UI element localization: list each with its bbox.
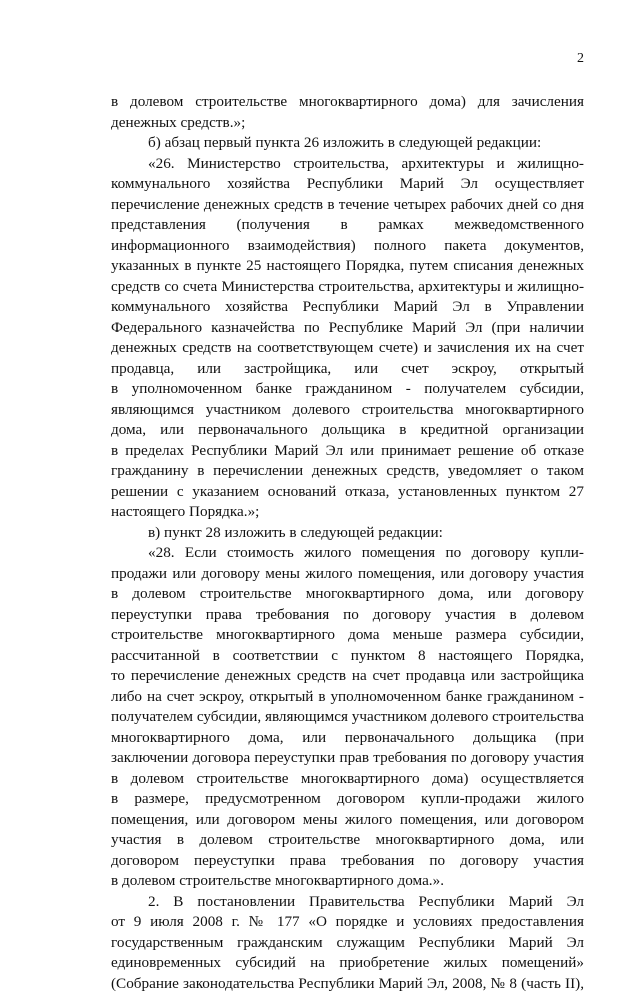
text-line: настоящего Порядка.»;: [111, 502, 584, 523]
text-line: в пределах Республики Марий Эл или принимает решение об отказе: [111, 441, 584, 462]
text-line: представления (получения в рамках межведомственного: [111, 215, 584, 236]
text-line: единовременных субсидий на приобретение жилых помещений»: [111, 953, 584, 974]
text-line: строительстве многоквартирного дома меньше размера субсидии,: [111, 625, 584, 646]
text-line: решении с указанием оснований отказа, установленных пунктом 27: [111, 482, 584, 503]
text-line: участия в долевом строительстве многоквартирного дома, или: [111, 830, 584, 851]
text-line: денежных средств.»;: [111, 113, 584, 134]
text-line: средств со счета Министерства строительства, архитектуры и жилищно-: [111, 277, 584, 298]
text-line: договором переуступки права требования по договору участия: [111, 851, 584, 872]
text-line: «26. Министерство строительства, архитектуры и жилищно-: [111, 154, 584, 175]
text-line: указанных в пункте 25 настоящего Порядка, путем списания денежных: [111, 256, 584, 277]
text-line: в размере, предусмотренном договором купли-продажи жилого: [111, 789, 584, 810]
text-line: дома, или первоначального дольщика в кредитной организации: [111, 420, 584, 441]
text-line: государственным гражданским служащим Республики Марий Эл: [111, 933, 584, 954]
text-line: многоквартирного дома, или первоначального дольщика (при: [111, 728, 584, 749]
text-line: в долевом строительстве многоквартирного дома) осуществляется: [111, 769, 584, 790]
text-line: коммунального хозяйства Республики Марий Эл в Управлении: [111, 297, 584, 318]
text-line: в долевом строительстве многоквартирного дома) для зачисления: [111, 92, 584, 113]
text-line: (Собрание законодательства Республики Марий Эл, 2008, № 8 (часть II),: [111, 974, 584, 994]
text-line: то перечисление денежных средств на счет продавца или застройщика: [111, 666, 584, 687]
text-line: либо на счет эскроу, открытый в уполномоченном банке гражданином -: [111, 687, 584, 708]
text-line: являющимся участником долевого строительства многоквартирного: [111, 400, 584, 421]
page-number: 2: [577, 51, 584, 67]
text-line: информационного взаимодействия) полного пакета документов,: [111, 236, 584, 257]
text-line: переуступки права требования по договору участия в долевом: [111, 605, 584, 626]
text-line: продажи или договору мены жилого помещения, или договору участия: [111, 564, 584, 585]
document-body: [111, 92, 584, 994]
text-line: продавца, или застройщика, или счет эскроу, открытый: [111, 359, 584, 380]
text-line: «28. Если стоимость жилого помещения по договору купли-: [111, 543, 584, 564]
text-line: заключении договора переуступки прав требования по договору участия: [111, 748, 584, 769]
text-line: получателем субсидии, являющимся участником долевого строительства: [111, 707, 584, 728]
text-line: в) пункт 28 изложить в следующей редакции:: [111, 523, 584, 544]
text-line: денежных средств на соответствующем счете) и зачисления их на счет: [111, 338, 584, 359]
text-line: перечисление денежных средств в течение четырех рабочих дней со дня: [111, 195, 584, 216]
text-line: 2. В постановлении Правительства Республики Марий Эл: [111, 892, 584, 913]
text-line: б) абзац первый пункта 26 изложить в следующей редакции:: [111, 133, 584, 154]
text-line: помещения, или договором мены жилого помещения, или договором: [111, 810, 584, 831]
text-line: Федерального казначейства по Республике Марий Эл (при наличии: [111, 318, 584, 339]
text-line: коммунального хозяйства Республики Марий Эл осуществляет: [111, 174, 584, 195]
text-line: в уполномоченном банке гражданином - получателем субсидии,: [111, 379, 584, 400]
text-line: в долевом строительстве многоквартирного дома, или договору: [111, 584, 584, 605]
text-line: от 9 июля 2008 г. № 177 «О порядке и условиях предоставления: [111, 912, 584, 933]
text-line: рассчитанной в соответствии с пунктом 8 настоящего Порядка,: [111, 646, 584, 667]
text-line: гражданину в перечислении денежных средств, уведомляет о таком: [111, 461, 584, 482]
text-line: в долевом строительстве многоквартирного дома.».: [111, 871, 584, 892]
